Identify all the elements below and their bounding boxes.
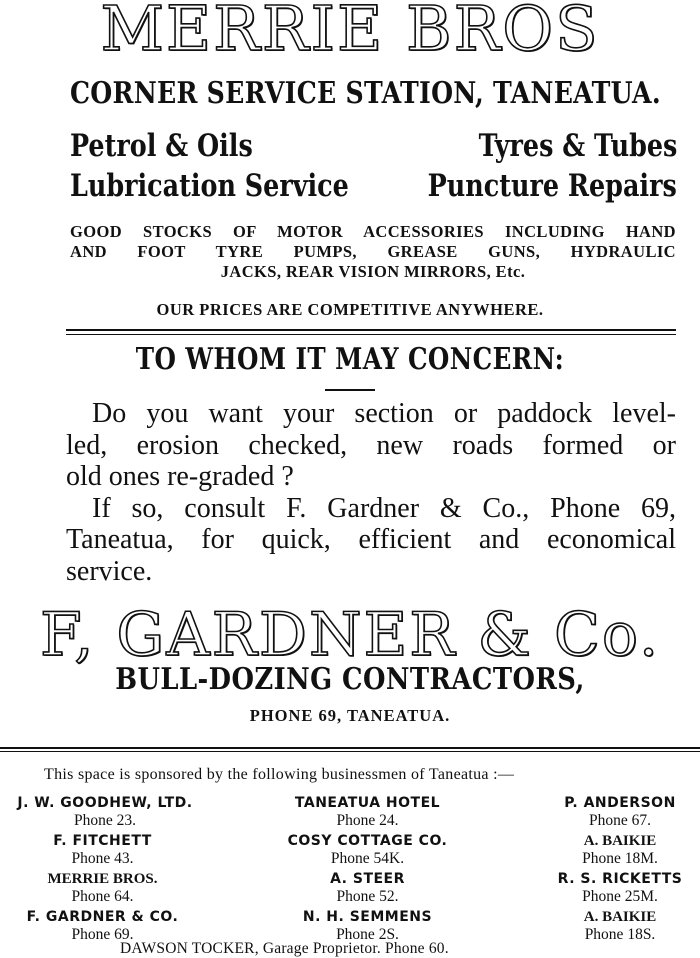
sponsor-name: P. ANDERSON [564,795,676,811]
stocks-line: JACKS, REAR VISION MIRRORS, Etc. [220,262,526,281]
sponsor-phone: Phone 2S. [336,926,399,943]
stocks-line: AND FOOT TYRE PUMPS, GREASE GUNS, HYDRAULIC [70,242,676,261]
sponsor-entry [255,871,480,905]
sponsor-intro: This space is sponsored by the following businessmen of Taneatua :— [44,766,515,783]
divider-rule [0,747,700,749]
stocks-paragraph [70,222,676,282]
gardner-phone: PHONE 69, TANEATUA. [249,706,451,725]
sponsor-phone: Phone 24. [336,812,399,829]
sponsor-phone: Phone 52. [336,888,399,905]
merrie-subtitle: CORNER SERVICE STATION, TANEATUA. [70,76,661,111]
sponsor-entry [255,795,480,829]
sponsor-entry [540,871,700,905]
prices-statement: OUR PRICES ARE COMPETITIVE ANYWHERE. [156,300,544,319]
sponsor-footer: DAWSON TOCKER, Garage Proprietor. Phone 60. [120,940,449,957]
sponsor-phone: Phone 54K. [330,850,405,867]
body-line: Taneatua, for quick, efficient and economical [66,524,676,555]
stocks-line: GOOD STOCKS OF MOTOR ACCESSORIES INCLUDING HAND [70,222,676,241]
sponsor-name: R. S. RICKETTS [557,871,683,887]
body-line: Do you want your section or paddock level- [92,398,676,429]
sponsor-entry [540,795,700,829]
divider-rule [66,334,676,335]
sponsor-name: TANEATUA HOTEL [294,795,441,811]
sponsor-entry [255,833,480,867]
sponsor-phone: Phone 67. [589,812,651,829]
sponsor-phone: Phone 23. [74,812,136,829]
service-lubrication: Lubrication Service [70,168,349,204]
sponsor-phone: Phone 18S. [584,926,656,943]
body-line: If so, consult F. Gardner & Co., Phone 69, [92,492,676,524]
concern-heading: TO WHOM IT MAY CONCERN: [135,342,565,377]
sponsor-name: A. STEER [330,871,405,887]
service-puncture-repairs: Puncture Repairs [427,168,677,204]
merrie-bros-title: MERRIE BROS [100,0,600,65]
sponsor-name: COSY COTTAGE CO. [287,833,448,849]
divider-rule [66,329,676,331]
gardner-title: F, GARDNER & Co. [39,600,661,670]
heading-underline [325,389,375,391]
sponsor-entry [0,795,210,829]
body-line: led, erosion checked, new roads formed or [66,429,676,461]
sponsor-phone: Phone 18M. [582,850,658,867]
body-line: old ones re-graded ? [66,461,294,492]
sponsor-name: F. FITCHETT [53,833,152,849]
sponsor-entry [540,909,700,943]
bulldozing-subtitle: BULL-DOZING CONTRACTORS, [115,662,585,697]
service-tyres-tubes: Tyres & Tubes [478,128,677,164]
sponsor-entry [255,909,480,943]
service-petrol-oils: Petrol & Oils [70,128,253,164]
sponsor-phone: Phone 43. [71,850,134,867]
sponsor-name: N. H. SEMMENS [302,909,433,925]
sponsor-phone: Phone 25M. [582,888,658,905]
sponsor-name: A. BAIKIE [583,833,657,849]
sponsor-name: MERRIE BROS. [47,871,158,887]
sponsor-phone: Phone 64. [71,888,134,905]
sponsor-entry [540,833,700,867]
gardner-body-text [66,398,676,587]
sponsor-name: J. W. GOODHEW, LTD. [17,795,193,811]
sponsor-entry [0,909,205,943]
sponsor-name: A. BAIKIE [583,909,657,925]
sponsor-phone: Phone 69. [71,926,134,943]
body-line: service. [66,555,153,587]
divider-rule [0,751,700,752]
sponsor-entry [0,833,205,867]
sponsor-name: F. GARDNER & CO. [26,909,179,925]
sponsor-entry [0,871,205,905]
